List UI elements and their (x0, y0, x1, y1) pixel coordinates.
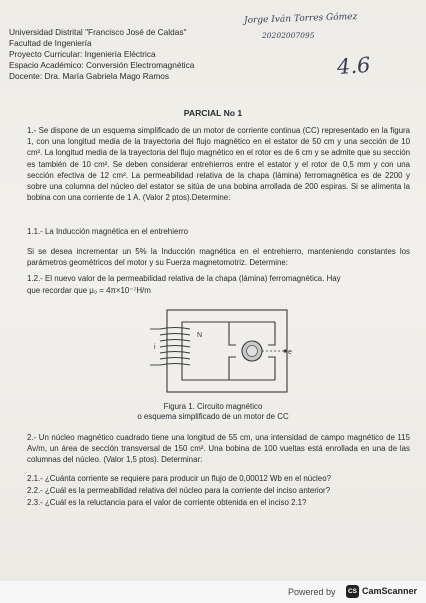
problem2-statement: 2.- Un núcleo magnético cuadrado tiene una longitud de 55 cm, una intensidad de campo magnético de 115 Av/m, un área de sección transversal de 150 cm². Una bobina de 100 vueltas está enrollada en una de las columnas del núcleo. (Valor 1,5 ptos). Determinar: (27, 433, 410, 465)
figure-caption-line2: o esquema simplificado de un motor de CC (137, 412, 289, 421)
gap-bottom-left (229, 357, 236, 380)
teacher-name: Docente: Dra. María Gabriela Mago Ramos (9, 71, 170, 81)
question-1-1-context: Si se desea incrementar un 5% la Inducción magnética en el entrehierro, manteniendo constantes los parámetros geométricos del motor y su Fuerza magnetomotriz. Determine: (27, 247, 410, 268)
gap-top-right (268, 322, 275, 345)
problem1-statement: 1.- Se dispone de un esquema simplificado de un motor de corriente continua (CC) representado en la figura 1, con una longitud media de la trayectoria del flujo magnético en el estator de 50 cm y una sección de 10 cm². La longitud media de la trayectoria del flujo magnético en el rotor es de 6 cm y se admite que su sección es también de 10 cm². Se deben considerar entrehierros entre el estator y el rotor de 0,5 mm y con una sección efectiva de 12 cm². La permeabilidad relativa de la chapa (lámina) ferromagnética es de 2200 y sobre una columna del núcleo del estator se sitúa de una bobina arrollada de 200 espiras. Si se alimenta la bobina con una corriente de 1 A. (Valor 2 ptos).Determine: (27, 126, 410, 203)
gap-top-left (229, 322, 236, 345)
label-n: N (197, 332, 203, 339)
figure-caption-line1: Figura 1. Circuito magnético (163, 402, 263, 411)
question-2-3: 2.3.- ¿Cuál es la reluctancia para el valor de corriente obtenida en el inciso 2.1? (27, 498, 307, 507)
question-1-2-hint: que recordar que μ₀ = 4π×10⁻⁷H/m (27, 286, 151, 295)
coil-winding (160, 328, 190, 366)
stator-outer (167, 310, 287, 392)
student-name-handwritten: Jorge Iván Torres Gómez (243, 12, 358, 26)
academic-space: Espacio Académico: Conversión Electromagnética (9, 60, 195, 70)
camscanner-brand: CamScanner (362, 586, 418, 596)
camscanner-logo: CS (346, 585, 359, 598)
rotor-core (247, 346, 258, 357)
question-1-1: 1.1.- La Inducción magnética en el entrehierro (27, 227, 188, 236)
student-code-handwritten: 20202007095 (262, 31, 315, 40)
powered-by-text: Powered by (288, 587, 336, 597)
exam-title: PARCIAL No 1 (183, 108, 243, 118)
rotor (242, 341, 262, 361)
project-name: Proyecto Curricular: Ingeniería Eléctrica (9, 49, 156, 59)
gap-bottom-right (268, 357, 275, 380)
grade-handwritten: 4.6 (336, 52, 372, 80)
stator-inner-left (182, 322, 229, 380)
camscanner-footer (0, 581, 426, 603)
question-1-2: 1.2.- El nuevo valor de la permeabilidad relativa de la chapa (lámina) ferromagnética. Hay (27, 274, 341, 283)
question-2-1: 2.1.- ¿Cuánta corriente se requiere para producir un flujo de 0,00012 Wb en el núcleo? (27, 474, 331, 483)
university-name: Universidad Distrital "Francisco José de Caldas" (9, 27, 187, 37)
faculty-name: Facultad de Ingeniería (9, 38, 92, 48)
label-i: i (154, 344, 156, 351)
question-2-2: 2.2.- ¿Cuál es la permeabilidad relativa del núcleo para la corriente del inciso anterior? (27, 486, 331, 495)
label-e: e (288, 349, 292, 356)
